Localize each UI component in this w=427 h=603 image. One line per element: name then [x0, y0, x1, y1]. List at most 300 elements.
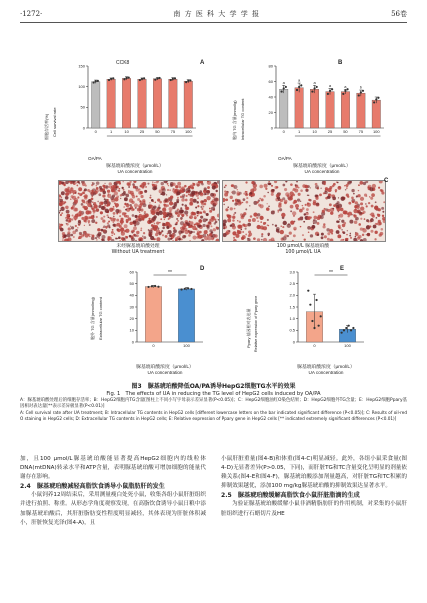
lipid-droplet	[84, 225, 85, 226]
lipid-droplet	[329, 194, 332, 197]
lipid-droplet	[337, 182, 339, 184]
y-tick-label: 10	[129, 327, 134, 333]
lipid-droplet	[67, 211, 69, 213]
lipid-droplet	[234, 208, 236, 210]
lipid-droplet	[169, 224, 172, 227]
lipid-droplet	[203, 206, 204, 207]
lipid-droplet	[338, 225, 341, 228]
lipid-droplet	[271, 237, 275, 241]
lipid-droplet	[182, 204, 184, 206]
section-2-5-heading: 2.5 脲基琥珀酸缓解高脂饮食小鼠肝脏脂滴的生成	[221, 492, 360, 500]
lipid-droplet	[300, 226, 302, 228]
bar	[310, 89, 318, 128]
lipid-droplet	[175, 185, 178, 188]
lipid-droplet	[106, 187, 108, 189]
lipid-droplet	[60, 214, 62, 216]
lipid-droplet	[169, 189, 171, 191]
lipid-droplet	[97, 201, 99, 203]
lipid-droplet	[67, 187, 69, 189]
lipid-droplet	[363, 228, 365, 230]
lipid-droplet	[113, 212, 116, 215]
lipid-droplet	[336, 230, 340, 234]
bar	[178, 289, 195, 342]
lipid-droplet	[82, 192, 85, 195]
lipid-droplet	[124, 197, 128, 201]
lipid-droplet	[121, 227, 123, 229]
lipid-droplet	[93, 215, 94, 216]
lipid-droplet	[145, 186, 147, 188]
lipid-droplet	[181, 213, 184, 216]
lipid-droplet	[281, 213, 285, 217]
lipid-droplet	[349, 220, 353, 224]
data-point	[187, 287, 189, 289]
lipid-droplet	[74, 208, 78, 212]
data-point	[283, 87, 285, 89]
lipid-droplet	[79, 210, 82, 213]
lipid-droplet	[232, 200, 234, 202]
lipid-droplet	[367, 233, 370, 236]
lipid-droplet	[212, 185, 216, 189]
lipid-droplet	[196, 182, 200, 186]
lipid-droplet	[138, 215, 141, 218]
lipid-droplet	[237, 189, 238, 190]
lipid-droplet	[225, 185, 227, 187]
lipid-droplet	[197, 201, 199, 203]
lipid-droplet	[335, 191, 337, 193]
lipid-droplet	[269, 183, 272, 186]
lipid-droplet	[289, 191, 293, 195]
lipid-droplet	[201, 208, 203, 210]
lipid-droplet	[252, 218, 256, 222]
data-point	[110, 78, 112, 80]
lipid-droplet	[72, 196, 76, 200]
lipid-droplet	[176, 218, 178, 220]
lipid-droplet	[73, 236, 75, 238]
lipid-droplet	[176, 191, 180, 195]
lipid-droplet	[101, 206, 105, 210]
lipid-droplet	[224, 193, 228, 197]
lipid-droplet	[93, 192, 96, 195]
lipid-droplet	[290, 205, 294, 209]
lipid-droplet	[149, 220, 152, 223]
lipid-droplet	[71, 234, 74, 237]
lipid-droplet	[201, 183, 204, 186]
lipid-droplet	[169, 211, 172, 214]
data-point	[313, 87, 315, 89]
data-point	[170, 79, 172, 81]
lipid-droplet	[130, 219, 131, 220]
lipid-droplet	[150, 195, 152, 197]
lipid-droplet	[140, 202, 143, 205]
lipid-droplet	[134, 203, 138, 207]
lipid-droplet	[78, 187, 82, 191]
lipid-droplet	[120, 198, 121, 199]
lipid-droplet	[338, 217, 340, 219]
lipid-droplet	[358, 184, 360, 186]
bar	[107, 79, 115, 128]
x-tick-label: 75	[170, 129, 176, 134]
data-point	[123, 78, 125, 80]
lipid-droplet	[247, 223, 251, 227]
sig-marker: **	[168, 270, 172, 276]
lipid-droplet	[275, 186, 278, 189]
lipid-droplet	[280, 230, 284, 234]
lipid-droplet	[61, 197, 62, 198]
lipid-droplet	[175, 212, 178, 215]
lipid-droplet	[235, 234, 239, 238]
lipid-droplet	[346, 193, 349, 196]
lipid-droplet	[127, 203, 128, 204]
lipid-droplet	[200, 216, 203, 219]
lipid-droplet	[103, 191, 106, 194]
y-tick-label: 0	[270, 125, 273, 131]
lipid-droplet	[313, 216, 317, 220]
lipid-droplet	[123, 237, 125, 239]
lipid-droplet	[225, 198, 228, 201]
lipid-droplet	[173, 227, 176, 230]
lipid-droplet	[358, 190, 359, 191]
lipid-droplet	[131, 208, 134, 211]
x-tick-label: 1	[110, 129, 113, 134]
lipid-droplet	[285, 192, 289, 196]
data-point	[318, 325, 320, 327]
lipid-droplet	[257, 221, 258, 222]
lipid-droplet	[149, 230, 153, 234]
lipid-droplet	[248, 219, 251, 222]
lipid-droplet	[147, 183, 149, 185]
panel-c-left-caption	[58, 244, 218, 256]
lipid-droplet	[165, 223, 168, 226]
y-tick-label: 60	[268, 78, 273, 84]
lipid-droplet	[84, 196, 87, 199]
lipid-droplet	[78, 222, 81, 225]
y-tick-label: 2.0	[289, 292, 295, 298]
lipid-droplet	[232, 219, 235, 222]
data-point	[151, 285, 153, 287]
lipid-droplet	[169, 234, 172, 237]
lipid-droplet	[267, 233, 270, 236]
sig-letter: a	[282, 79, 285, 85]
data-point	[156, 77, 158, 79]
lipid-droplet	[307, 194, 309, 196]
lipid-droplet	[195, 207, 197, 209]
panel-d-ylabel-cn: 胞外 TG 含量(mmol/mg)	[90, 297, 95, 340]
lipid-droplet	[179, 209, 183, 213]
lipid-droplet	[245, 228, 247, 230]
lipid-droplet	[59, 210, 61, 212]
lipid-droplet	[97, 228, 100, 231]
x-tick-label: 100	[344, 343, 351, 348]
left-paragraph-1: 加，且100 μmol/L脲基琥珀酸能显著提高HepG2细胞内的线粒体DNA(mtDNA)转录水平和ATP含量，表明脲基琥珀酸可增加细胞的能量代谢存在影响。	[20, 456, 206, 481]
panel-a-label: A	[200, 60, 205, 66]
lipid-droplet	[360, 218, 362, 220]
lipid-droplet	[315, 197, 318, 200]
lipid-droplet	[188, 226, 190, 228]
panel-b-xlabel-cn: 脲基琥珀酸浓度（μmol/L）	[293, 164, 351, 169]
lipid-droplet	[177, 220, 179, 222]
lipid-droplet	[268, 206, 270, 208]
lipid-droplet	[123, 206, 125, 208]
data-point	[147, 286, 149, 288]
lipid-droplet	[84, 216, 88, 220]
lipid-droplet	[317, 234, 319, 236]
lipid-droplet	[280, 226, 281, 227]
lipid-droplet	[205, 193, 207, 195]
lipid-droplet	[155, 233, 158, 236]
lipid-droplet	[129, 222, 132, 225]
lipid-droplet	[259, 198, 260, 199]
lipid-droplet	[154, 223, 156, 225]
lipid-droplet	[272, 224, 274, 226]
lipid-droplet	[302, 234, 304, 236]
lipid-droplet	[227, 206, 229, 208]
lipid-droplet	[225, 208, 228, 211]
lipid-droplet	[144, 211, 146, 213]
lipid-droplet	[200, 225, 202, 227]
lipid-droplet	[245, 193, 248, 196]
lipid-droplet	[245, 208, 247, 210]
panel-d-xlabel-cn: 脲基琥珀酸浓度（μmol/L）	[136, 365, 194, 370]
lipid-droplet	[290, 183, 293, 186]
panel-d-label: D	[200, 266, 205, 272]
lipid-droplet	[256, 201, 258, 203]
lipid-droplet	[282, 226, 284, 228]
data-point	[143, 77, 145, 79]
lipid-droplet	[96, 187, 99, 190]
data-point	[125, 77, 127, 79]
lipid-droplet	[173, 202, 177, 206]
lipid-droplet	[321, 236, 324, 239]
lipid-droplet	[313, 220, 317, 224]
y-tick-label: 30	[129, 304, 134, 310]
lipid-droplet	[208, 221, 212, 225]
lipid-droplet	[237, 220, 238, 221]
lipid-droplet	[290, 210, 292, 212]
lipid-droplet	[69, 216, 70, 217]
lipid-droplet	[142, 218, 144, 220]
lipid-droplet	[149, 205, 152, 208]
lipid-droplet	[131, 231, 132, 232]
lipid-droplet	[250, 192, 253, 195]
lipid-droplet	[378, 187, 380, 189]
lipid-droplet	[159, 201, 162, 204]
lipid-droplet	[234, 202, 237, 205]
lipid-droplet	[360, 197, 364, 201]
lipid-droplet	[337, 186, 341, 190]
lipid-droplet	[239, 221, 241, 223]
lipid-droplet	[246, 191, 248, 193]
lipid-droplet	[89, 224, 91, 226]
image-background	[223, 181, 385, 241]
lipid-droplet	[161, 182, 164, 185]
lipid-droplet	[77, 181, 79, 183]
data-point	[174, 77, 176, 79]
lipid-droplet	[87, 203, 91, 207]
lipid-droplet	[381, 228, 384, 231]
lipid-droplet	[70, 189, 74, 193]
panel-a-xlabel-en: UA concentration	[117, 169, 153, 174]
x-tick-label: 100	[184, 129, 192, 134]
lipid-droplet	[132, 214, 135, 217]
lipid-droplet	[268, 225, 270, 227]
lipid-droplet	[381, 189, 384, 192]
lipid-droplet	[350, 237, 352, 239]
lipid-droplet	[341, 196, 345, 200]
lipid-droplet	[200, 206, 202, 208]
bar	[122, 78, 130, 128]
lipid-droplet	[121, 231, 125, 235]
lipid-droplet	[265, 222, 267, 224]
lipid-droplet	[140, 229, 142, 231]
lipid-droplet	[300, 189, 303, 192]
panel-e-xlabel-en: UA concentration	[308, 370, 344, 375]
lipid-droplet	[153, 201, 154, 202]
lipid-droplet	[284, 200, 288, 204]
lipid-droplet	[355, 218, 357, 220]
lipid-droplet	[150, 236, 154, 240]
lipid-droplet	[115, 209, 119, 213]
lipid-droplet	[104, 198, 106, 200]
lipid-droplet	[212, 197, 213, 198]
lipid-droplet	[260, 221, 262, 223]
lipid-droplet	[84, 233, 88, 237]
lipid-droplet	[300, 201, 301, 202]
data-point	[184, 288, 186, 290]
panel-b-ylabel-en: Intracellular TG content	[240, 98, 245, 140]
lipid-droplet	[156, 222, 159, 225]
lipid-droplet	[129, 204, 132, 207]
lipid-droplet	[113, 206, 115, 208]
data-point	[331, 88, 333, 90]
lipid-droplet	[186, 191, 188, 193]
lipid-droplet	[211, 231, 214, 234]
lipid-droplet	[119, 215, 121, 217]
lipid-droplet	[153, 220, 155, 222]
right-column	[221, 455, 407, 519]
lipid-droplet	[313, 200, 316, 203]
data-point	[311, 320, 313, 322]
lipid-droplet	[381, 207, 384, 210]
lipid-droplet	[168, 218, 170, 220]
panel-c-label: C	[384, 178, 389, 184]
lipid-droplet	[190, 192, 194, 196]
lipid-droplet	[140, 191, 143, 194]
lipid-droplet	[144, 201, 146, 203]
lipid-droplet	[234, 186, 235, 187]
lipid-droplet	[75, 225, 77, 227]
lipid-droplet	[101, 217, 104, 220]
panel-b-xlabel-en: UA concentration	[304, 169, 340, 174]
lipid-droplet	[211, 237, 214, 240]
lipid-droplet	[204, 187, 207, 190]
data-point	[316, 86, 318, 88]
panel-e-label: E	[340, 266, 345, 272]
lipid-droplet	[83, 196, 84, 197]
lipid-droplet	[178, 238, 181, 241]
left-column	[20, 455, 206, 528]
lipid-droplet	[211, 207, 215, 211]
lipid-droplet	[352, 200, 355, 203]
lipid-droplet	[245, 181, 247, 183]
lipid-droplet	[287, 224, 291, 228]
lipid-droplet	[346, 187, 347, 188]
lipid-droplet	[136, 196, 138, 198]
lipid-droplet	[247, 238, 249, 240]
lipid-droplet	[192, 212, 195, 215]
panel-c-right-caption	[222, 244, 384, 256]
lipid-droplet	[365, 203, 367, 205]
lipid-droplet	[200, 192, 204, 196]
lipid-droplet	[190, 202, 193, 205]
data-point	[296, 89, 298, 91]
bar	[279, 89, 287, 128]
lipid-droplet	[109, 217, 111, 219]
bar	[372, 100, 380, 128]
lipid-droplet	[304, 238, 306, 240]
lipid-droplet	[298, 193, 301, 196]
y-tick-label: 20	[268, 109, 273, 115]
lipid-droplet	[177, 197, 179, 199]
lipid-droplet	[158, 204, 160, 206]
y-tick-label: 40	[129, 292, 134, 298]
data-point	[285, 86, 287, 88]
lipid-droplet	[246, 201, 249, 204]
lipid-droplet	[83, 202, 85, 204]
lipid-droplet	[373, 225, 377, 229]
lipid-droplet	[180, 207, 182, 209]
lipid-droplet	[358, 223, 361, 226]
lipid-droplet	[65, 196, 69, 200]
lipid-droplet	[162, 191, 164, 193]
lipid-droplet	[249, 205, 250, 206]
lipid-droplet	[359, 212, 362, 215]
lipid-droplet	[111, 231, 114, 234]
lipid-droplet	[382, 211, 384, 213]
lipid-droplet	[135, 207, 137, 209]
lipid-droplet	[118, 236, 121, 239]
lipid-droplet	[96, 181, 100, 185]
y-tick-label: 50	[80, 104, 85, 110]
lipid-droplet	[85, 184, 87, 186]
lipid-droplet	[280, 199, 283, 202]
lipid-droplet	[156, 212, 159, 215]
lipid-droplet	[155, 201, 157, 203]
lipid-droplet	[185, 222, 187, 224]
y-tick-label: 0.5	[289, 327, 295, 333]
lipid-droplet	[197, 197, 199, 199]
panel-a-tag: CCK8	[116, 60, 130, 66]
lipid-droplet	[259, 204, 263, 208]
lipid-droplet	[198, 219, 202, 223]
lipid-droplet	[67, 231, 70, 234]
lipid-droplet	[96, 216, 98, 218]
lipid-droplet	[179, 186, 182, 189]
lipid-droplet	[175, 223, 177, 225]
lipid-droplet	[203, 224, 206, 227]
lipid-droplet	[278, 204, 282, 208]
data-point	[360, 91, 362, 93]
x-tick-label: 50	[343, 129, 348, 134]
lipid-droplet	[106, 214, 108, 216]
lipid-droplet	[211, 216, 215, 220]
lipid-droplet	[366, 234, 367, 235]
lipid-droplet	[152, 217, 156, 221]
lipid-droplet	[133, 226, 137, 230]
lipid-droplet	[261, 233, 263, 235]
panel-d-ylabel-en: Extracellular TG content	[98, 297, 103, 340]
lipid-droplet	[204, 230, 208, 234]
bar	[295, 88, 303, 128]
